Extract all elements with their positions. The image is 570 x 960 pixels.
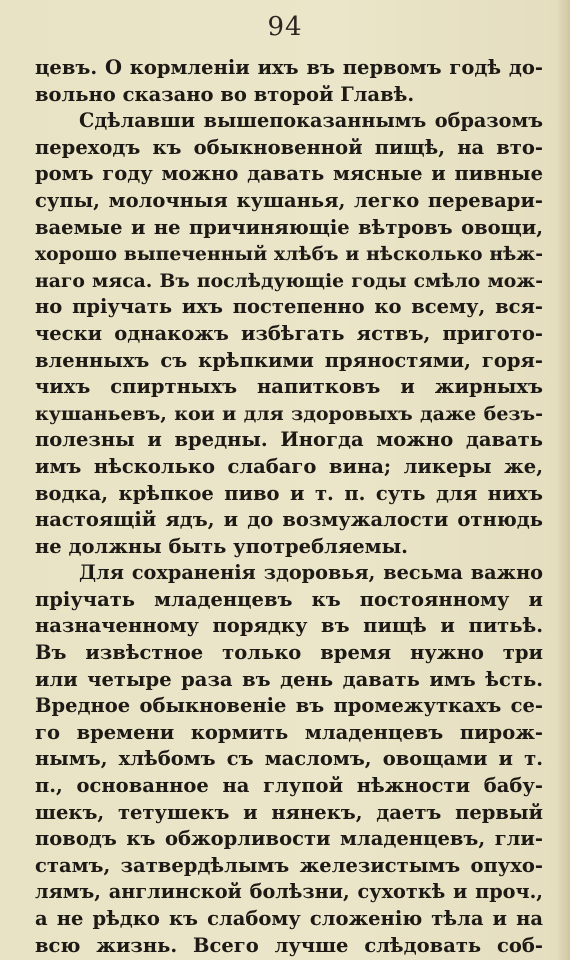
text-line: вленныхъ съ крѣпкими пряностями, горя-	[35, 348, 543, 372]
text-line: водка, крѣпкое пиво и т. п. суть для нихъ	[35, 481, 543, 505]
text-line: имъ нѣсколько слабаго вина; ликеры же,	[35, 454, 543, 478]
text-line: а не рѣдко къ слабому сложенію тѣла и на	[35, 907, 543, 930]
page-edge-shadow	[556, 0, 570, 960]
text-line: ваемые и не причиняющіе вѣтровъ овощи,	[35, 215, 543, 239]
text-line: переходъ къ обыкновенной пищѣ, на вто-	[35, 135, 543, 159]
text-line: вольно сказано во второй Главѣ.	[35, 82, 415, 106]
text-line: нымъ, хлѣбомъ съ масломъ, овощами и т.	[35, 747, 543, 771]
text-line: или четыре раза въ день давать имъ ѣсть.	[35, 667, 543, 691]
text-line: цевъ. О кормленіи ихъ въ первомъ годѣ до-	[35, 56, 543, 79]
text-line: чески однакожъ избѣгать яствъ, пригото-	[35, 321, 543, 345]
text-line: наго мяса. Въ послѣдующіе годы смѣло мож-	[35, 269, 543, 292]
text-line: пріучать младенцевъ къ постоянному и	[35, 587, 543, 611]
paragraph-first-line: Для сохраненія здоровья, весьма важно	[79, 561, 543, 585]
text-line: назначенному порядку въ пищѣ и питьѣ.	[35, 614, 543, 638]
page-number: 94	[267, 12, 303, 42]
text-line: чихъ спиртныхъ напитковъ и жирныхъ	[35, 375, 543, 399]
text-line: хорошо выпеченный хлѣбъ и нѣсколько нѣж-	[35, 243, 543, 266]
text-line: всю жизнь. Всего лучше слѣдовать соб-	[35, 933, 543, 957]
text-line: но пріучать ихъ постепенно ко всему, вся-	[35, 295, 543, 319]
body-text	[35, 55, 543, 959]
text-line: го времени кормить младенцевъ пирож-	[35, 720, 543, 744]
text-line: полезны и вредны. Иногда можно давать	[35, 428, 543, 452]
text-line: супы, молочныя кушанья, легко перевари-	[35, 188, 543, 212]
paragraph-first-line: Сдѣлавши вышепоказаннымъ образомъ	[79, 109, 543, 133]
text-line: п., основанное на глупой нѣжности бабу-	[35, 774, 543, 798]
text-line: поводъ къ обжорливости младенцевъ, гли-	[35, 827, 543, 851]
text-line: кушаньевъ, кои и для здоровыхъ даже безъ-	[35, 402, 543, 425]
text-line: шекъ, тетушекъ и нянекъ, даетъ первый	[35, 800, 543, 824]
text-line: Вредное обыкновеніе въ промежуткахъ се-	[35, 694, 543, 718]
text-line: ромъ году можно давать мясные и пивные	[35, 162, 543, 186]
text-line: стамъ, затвердѣлымъ железистымъ опухо-	[35, 853, 543, 877]
text-line: Въ извѣстное только время нужно три	[35, 641, 543, 665]
text-line: лямъ, англинской болѣзни, сухоткѣ и проч.,	[35, 880, 543, 904]
text-line: не должны быть употребляемы.	[35, 534, 408, 558]
text-line: настоящій ядъ, и до возмужалости отнюдь	[35, 508, 543, 532]
